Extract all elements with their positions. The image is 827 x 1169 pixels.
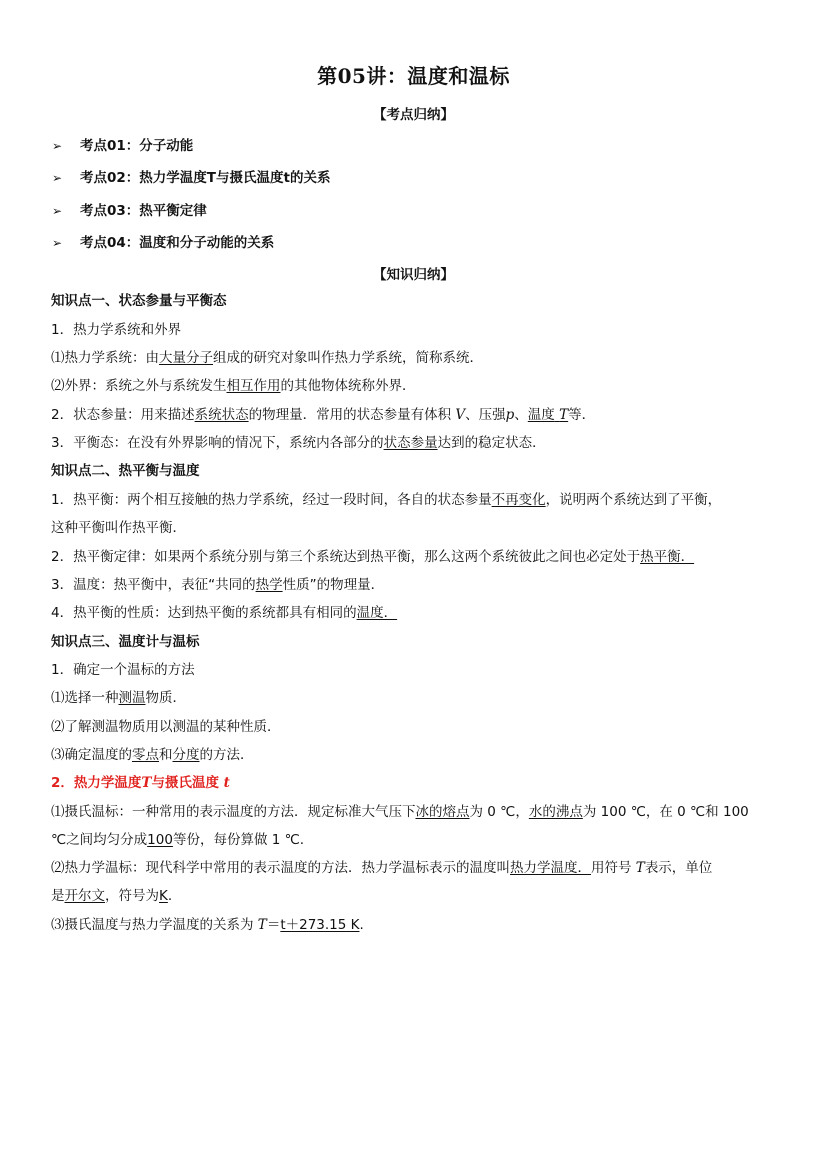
answer-blank: 热力学温度．	[510, 860, 591, 876]
paragraph-line: ℃之间均匀分成100等份，每份算做 1 ℃.	[51, 832, 305, 848]
arrow-bullet-icon: ➢	[52, 171, 63, 185]
answer-blank: 热学	[255, 577, 283, 593]
paragraph-line: 3．温度：热平衡中，表征“共同的热学性质”的物理量．	[51, 577, 385, 593]
paragraph-line: 4．热平衡的性质：达到热平衡的系统都具有相同的温度．	[51, 605, 398, 621]
answer-blank: 冰的熔点	[415, 804, 470, 820]
answer-blank: 系统状态	[194, 407, 249, 423]
red-subheading: 2．热力学温度T与摄氏温度 t	[51, 775, 230, 791]
paragraph-line: 1．热平衡：两个相互接触的热力学系统，经过一段时间，各自的状态参量不再变化，说明两个系统达到了平衡，	[51, 492, 722, 508]
answer-blank: K	[159, 888, 168, 904]
paragraph-line: ⑶确定温度的零点和分度的方法．	[51, 747, 254, 763]
knowledge-heading-2: 知识点二、热平衡与温度	[51, 463, 200, 479]
paragraph-line: 3．平衡态：在没有外界影响的情况下，系统内各部分的状态参量达到的稳定状态．	[51, 435, 546, 451]
arrow-bullet-icon: ➢	[52, 139, 63, 153]
answer-blank: 开尔文	[64, 888, 105, 904]
knowledge-heading-3: 知识点三、温度计与温标	[51, 634, 200, 650]
kaodian-item: ➢ 考点03：热平衡定律	[52, 203, 207, 219]
knowledge-heading-1: 知识点一、状态参量与平衡态	[51, 293, 227, 309]
arrow-bullet-icon: ➢	[52, 236, 63, 250]
kaodian-item: ➢ 考点04：温度和分子动能的关系	[52, 235, 275, 251]
answer-blank: 不再变化	[491, 492, 546, 508]
paragraph-line: ⑴摄氏温标：一种常用的表示温度的方法．规定标准大气压下冰的熔点为 0 ℃，水的沸点为 100 ℃，在 0 ℃和 100	[51, 804, 749, 820]
answer-blank: 状态参量	[383, 435, 438, 451]
paragraph-line: 2．状态参量：用来描述系统状态的物理量．常用的状态参量有体积 V、压强p、温度 T等．	[51, 407, 596, 423]
paragraph-line: 1．热力学系统和外界	[51, 322, 182, 338]
answer-blank: 温度 T	[527, 407, 569, 423]
answer-blank: 温度．	[356, 605, 398, 621]
paragraph-line: 2．热平衡定律：如果两个系统分别与第三个系统达到热平衡，那么这两个系统彼此之间也必定处于热平衡．	[51, 549, 695, 565]
paragraph-line: ⑶摄氏温度与热力学温度的关系为 T＝t＋273.15 K.	[51, 917, 364, 933]
paragraph-line: ⑵外界：系统之外与系统发生相互作用的其他物体统称外界．	[51, 378, 416, 394]
zhishi-section-header: 【知识归纳】	[373, 267, 454, 283]
answer-blank: 相互作用	[226, 378, 281, 394]
paragraph-line: ⑵热力学温标：现代科学中常用的表示温度的方法．热力学温标表示的温度叫热力学温度．用符号 T表示，单位	[51, 860, 713, 876]
kaodian-item: ➢ 考点01：分子动能	[52, 138, 194, 154]
paragraph-line: ⑴选择一种测温物质．	[51, 690, 186, 706]
answer-blank: 100	[147, 832, 173, 848]
kaodian-item: ➢ 考点02：热力学温度T与摄氏温度t的关系	[52, 170, 331, 186]
kaodian-section-header: 【考点归纳】	[373, 107, 454, 123]
answer-blank: 水的沸点	[528, 804, 583, 820]
paragraph-line: 这种平衡叫作热平衡．	[51, 520, 186, 536]
paragraph-line: ⑵了解测温物质用以测温的某种性质．	[51, 719, 281, 735]
answer-blank: 热平衡．	[640, 549, 695, 565]
answer-blank: t＋273.15 K	[280, 917, 360, 933]
page-title: 第05讲：温度和温标	[317, 64, 510, 88]
arrow-bullet-icon: ➢	[52, 204, 63, 218]
paragraph-line: ⑴热力学系统：由大量分子组成的研究对象叫作热力学系统，简称系统．	[51, 350, 483, 366]
paragraph-line: 1．确定一个温标的方法	[51, 662, 195, 678]
answer-blank: 大量分子	[159, 350, 213, 366]
answer-blank: 分度	[172, 747, 200, 763]
paragraph-line: 是开尔文，符号为K.	[51, 888, 173, 904]
answer-blank: 测温	[118, 690, 146, 706]
answer-blank: 零点	[132, 747, 159, 763]
